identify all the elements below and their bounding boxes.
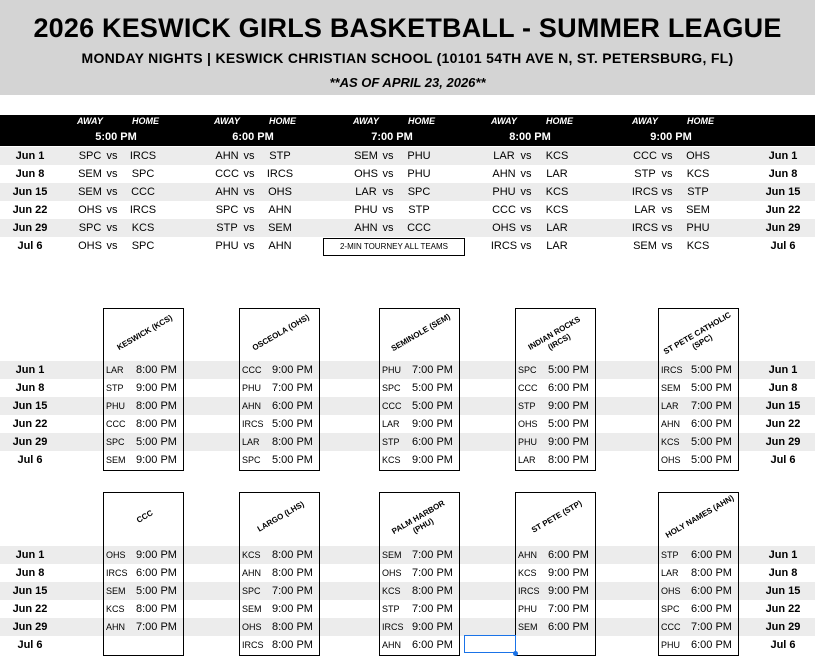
opponent[interactable]: IRCS: [242, 419, 264, 429]
game-time[interactable]: 5:00 PM: [136, 585, 177, 597]
home-label: HOME: [408, 116, 435, 126]
row-date-right: Jul 6: [770, 454, 796, 466]
home-team[interactable]: KCS: [131, 222, 155, 234]
opponent[interactable]: LAR: [661, 568, 679, 578]
opponent[interactable]: PHU: [382, 365, 402, 375]
row-date-right: Jun 29: [765, 436, 801, 448]
team-name: KESWICK (KCS): [115, 313, 174, 353]
row-date: Jun 29: [12, 222, 48, 234]
away-team[interactable]: CCC: [492, 204, 516, 216]
game-time[interactable]: 5:00 PM: [691, 454, 732, 466]
row-date: Jun 15: [12, 585, 48, 597]
row-date-right: Jul 6: [770, 240, 796, 252]
opponent[interactable]: AHN: [518, 550, 538, 560]
game-time[interactable]: 8:00 PM: [136, 364, 177, 376]
opponent[interactable]: STP: [382, 437, 400, 447]
row-date: Jul 6: [17, 454, 43, 466]
game-time[interactable]: 6:00 PM: [548, 549, 589, 561]
home-team[interactable]: KCS: [545, 186, 569, 198]
vs-label: vs: [382, 186, 394, 198]
opponent[interactable]: OHS: [242, 622, 262, 632]
team-name: ST PETE (STP): [530, 498, 584, 535]
vs-label: vs: [243, 204, 255, 216]
home-label: HOME: [132, 116, 159, 126]
away-team[interactable]: CCC: [215, 168, 239, 180]
away-team[interactable]: SPC: [215, 204, 239, 216]
opponent[interactable]: AHN: [106, 622, 126, 632]
home-team[interactable]: STP: [687, 186, 709, 198]
row-date-right: Jun 8: [768, 382, 798, 394]
away-team[interactable]: OHS: [78, 240, 102, 252]
home-team[interactable]: OHS: [268, 186, 292, 198]
away-team[interactable]: PHU: [354, 204, 378, 216]
away-team[interactable]: SEM: [354, 150, 378, 162]
row-date: Jun 1: [15, 549, 45, 561]
home-label: HOME: [687, 116, 714, 126]
home-team[interactable]: LAR: [546, 168, 568, 180]
game-time[interactable]: 8:00 PM: [136, 603, 177, 615]
opponent[interactable]: SEM: [661, 383, 681, 393]
game-time[interactable]: 9:00 PM: [136, 454, 177, 466]
row-date: Jul 6: [17, 240, 43, 252]
away-label: AWAY: [491, 116, 517, 126]
game-time[interactable]: 9:00 PM: [272, 603, 313, 615]
game-time[interactable]: 9:00 PM: [136, 549, 177, 561]
opponent[interactable]: KCS: [518, 568, 537, 578]
game-time[interactable]: 8:00 PM: [136, 400, 177, 412]
game-time[interactable]: 5:00 PM: [272, 418, 313, 430]
opponent[interactable]: LAR: [106, 365, 124, 375]
game-time[interactable]: 6:00 PM: [691, 639, 732, 651]
row-date-right: Jun 22: [765, 418, 801, 430]
row-date-right: Jun 15: [765, 186, 801, 198]
game-time[interactable]: 6:00 PM: [412, 436, 453, 448]
away-team[interactable]: SEM: [78, 186, 102, 198]
opponent[interactable]: SEM: [518, 622, 538, 632]
game-time[interactable]: 6:00 PM: [548, 621, 589, 633]
row-date-right: Jun 8: [768, 168, 798, 180]
vs-label: vs: [243, 186, 255, 198]
opponent[interactable]: STP: [382, 604, 400, 614]
as-of-date: **AS OF APRIL 23, 2026**: [329, 75, 486, 90]
away-team[interactable]: SEM: [78, 168, 102, 180]
row-date-right: Jun 1: [768, 150, 798, 162]
away-team[interactable]: AHN: [215, 186, 239, 198]
fill-handle[interactable]: [513, 651, 518, 656]
home-team[interactable]: PHU: [407, 168, 431, 180]
opponent[interactable]: SEM: [106, 455, 126, 465]
away-label: AWAY: [214, 116, 240, 126]
row-date: Jun 22: [12, 204, 48, 216]
opponent[interactable]: LAR: [382, 419, 400, 429]
opponent[interactable]: IRCS: [661, 365, 683, 375]
game-time[interactable]: 5:00 PM: [691, 436, 732, 448]
opponent[interactable]: SPC: [242, 586, 261, 596]
game-time[interactable]: 6:00 PM: [548, 382, 589, 394]
opponent[interactable]: SEM: [382, 550, 402, 560]
row-date: Jun 8: [15, 382, 45, 394]
opponent[interactable]: AHN: [661, 419, 681, 429]
home-team[interactable]: CCC: [131, 186, 155, 198]
home-team[interactable]: CCC: [407, 222, 431, 234]
vs-label: vs: [382, 150, 394, 162]
row-date: Jun 22: [12, 603, 48, 615]
opponent[interactable]: SPC: [518, 365, 537, 375]
away-label: AWAY: [353, 116, 379, 126]
opponent[interactable]: CCC: [382, 401, 402, 411]
vs-label: vs: [106, 150, 118, 162]
home-team[interactable]: AHN: [268, 240, 292, 252]
opponent[interactable]: IRCS: [106, 568, 128, 578]
game-time[interactable]: 6:00 PM: [412, 639, 453, 651]
row-date: Jun 15: [12, 400, 48, 412]
opponent[interactable]: OHS: [382, 568, 402, 578]
away-team[interactable]: LAR: [493, 150, 515, 162]
home-team[interactable]: IRCS: [129, 150, 157, 162]
opponent[interactable]: KCS: [382, 586, 401, 596]
opponent[interactable]: SPC: [242, 455, 261, 465]
vs-label: vs: [243, 150, 255, 162]
home-team[interactable]: LAR: [546, 222, 568, 234]
vs-label: vs: [520, 168, 532, 180]
opponent[interactable]: PHU: [106, 401, 126, 411]
opponent[interactable]: CCC: [661, 622, 681, 632]
team-name: OSCEOLA (OHS): [250, 312, 311, 353]
home-team[interactable]: IRCS: [129, 204, 157, 216]
opponent[interactable]: SPC: [661, 604, 680, 614]
team-name: HOLY NAMES (AHN): [664, 493, 736, 540]
home-team[interactable]: PHU: [686, 222, 710, 234]
game-time[interactable]: 9:00 PM: [136, 382, 177, 394]
away-team[interactable]: AHN: [492, 168, 516, 180]
game-time[interactable]: 5:00 PM: [412, 382, 453, 394]
vs-label: vs: [106, 240, 118, 252]
away-team[interactable]: PHU: [215, 240, 239, 252]
game-time[interactable]: 7:00 PM: [691, 621, 732, 633]
opponent[interactable]: LAR: [661, 401, 679, 411]
game-time[interactable]: 6:00 PM: [136, 567, 177, 579]
opponent[interactable]: KCS: [382, 455, 401, 465]
game-time[interactable]: 9:00 PM: [548, 567, 589, 579]
row-date-right: Jun 15: [765, 585, 801, 597]
opponent[interactable]: SPC: [106, 437, 125, 447]
slot-time: 8:00 PM: [509, 131, 551, 143]
away-team[interactable]: SPC: [78, 222, 102, 234]
row-date: Jun 8: [15, 168, 45, 180]
game-time[interactable]: 6:00 PM: [691, 603, 732, 615]
home-team[interactable]: OHS: [686, 150, 710, 162]
vs-label: vs: [106, 204, 118, 216]
vs-label: vs: [520, 186, 532, 198]
away-team[interactable]: OHS: [78, 204, 102, 216]
away-label: AWAY: [77, 116, 103, 126]
opponent[interactable]: CCC: [242, 365, 262, 375]
home-team[interactable]: KCS: [686, 168, 710, 180]
vs-label: vs: [520, 240, 532, 252]
vs-label: vs: [661, 150, 673, 162]
game-time[interactable]: 7:00 PM: [691, 400, 732, 412]
row-date: Jun 15: [12, 186, 48, 198]
page-subtitle: MONDAY NIGHTS | KESWICK CHRISTIAN SCHOOL (10101 54TH AVE N, ST. PETERSBURG, FL): [81, 50, 734, 66]
row-date: Jun 29: [12, 436, 48, 448]
home-label: HOME: [269, 116, 296, 126]
away-team[interactable]: OHS: [354, 168, 378, 180]
opponent[interactable]: IRCS: [518, 586, 540, 596]
away-label: AWAY: [632, 116, 658, 126]
game-time[interactable]: 8:00 PM: [548, 454, 589, 466]
row-date: Jun 8: [15, 567, 45, 579]
vs-label: vs: [661, 240, 673, 252]
row-date-right: Jun 15: [765, 400, 801, 412]
row-date-right: Jun 22: [765, 603, 801, 615]
opponent[interactable]: OHS: [661, 455, 681, 465]
home-team[interactable]: KCS: [686, 240, 710, 252]
game-time[interactable]: 5:00 PM: [548, 364, 589, 376]
game-time[interactable]: 8:00 PM: [272, 567, 313, 579]
home-team[interactable]: SEM: [686, 204, 710, 216]
game-time[interactable]: 9:00 PM: [548, 436, 589, 448]
opponent[interactable]: PHU: [242, 383, 262, 393]
opponent[interactable]: OHS: [106, 550, 126, 560]
team-name: LARGO (LHS): [255, 499, 306, 534]
game-time[interactable]: 7:00 PM: [412, 364, 453, 376]
opponent[interactable]: PHU: [518, 437, 538, 447]
game-time[interactable]: 5:00 PM: [691, 364, 732, 376]
game-time[interactable]: 8:00 PM: [272, 549, 313, 561]
vs-label: vs: [520, 222, 532, 234]
home-team[interactable]: AHN: [268, 204, 292, 216]
game-time[interactable]: 8:00 PM: [272, 621, 313, 633]
game-time[interactable]: 6:00 PM: [691, 549, 732, 561]
vs-label: vs: [106, 222, 118, 234]
vs-label: vs: [661, 222, 673, 234]
opponent[interactable]: LAR: [518, 455, 536, 465]
game-time[interactable]: 7:00 PM: [412, 549, 453, 561]
game-time[interactable]: 8:00 PM: [412, 585, 453, 597]
team-name: INDIAN ROCKS (IRCS): [526, 314, 582, 352]
row-date: Jun 29: [12, 621, 48, 633]
opponent[interactable]: STP: [661, 550, 679, 560]
opponent[interactable]: IRCS: [242, 640, 264, 650]
game-time[interactable]: 7:00 PM: [548, 603, 589, 615]
away-team[interactable]: AHN: [215, 150, 239, 162]
game-time[interactable]: 5:00 PM: [272, 454, 313, 466]
game-time[interactable]: 5:00 PM: [136, 436, 177, 448]
vs-label: vs: [382, 168, 394, 180]
away-team[interactable]: SEM: [633, 240, 657, 252]
row-date-right: Jun 22: [765, 204, 801, 216]
vs-label: vs: [243, 240, 255, 252]
vs-label: vs: [106, 168, 118, 180]
vs-label: vs: [382, 204, 394, 216]
opponent[interactable]: AHN: [242, 401, 262, 411]
home-team[interactable]: SPC: [131, 168, 155, 180]
game-time[interactable]: 8:00 PM: [136, 418, 177, 430]
slot-time: 6:00 PM: [232, 131, 274, 143]
away-team[interactable]: IRCS: [490, 240, 518, 252]
opponent[interactable]: LAR: [242, 437, 260, 447]
vs-label: vs: [661, 204, 673, 216]
game-time[interactable]: 5:00 PM: [412, 400, 453, 412]
game-time[interactable]: 7:00 PM: [272, 382, 313, 394]
away-team[interactable]: CCC: [633, 150, 657, 162]
page-title: 2026 KESWICK GIRLS BASKETBALL - SUMMER LEAGUE: [33, 13, 782, 43]
home-team[interactable]: STP: [269, 150, 291, 162]
away-team[interactable]: IRCS: [631, 186, 659, 198]
home-team[interactable]: IRCS: [266, 168, 294, 180]
team-name: SEMINOLE (SEM): [389, 312, 452, 354]
vs-label: vs: [661, 186, 673, 198]
row-date: Jun 1: [15, 150, 45, 162]
away-team[interactable]: STP: [216, 222, 238, 234]
opponent[interactable]: AHN: [242, 568, 262, 578]
opponent[interactable]: CCC: [106, 419, 126, 429]
away-team[interactable]: PHU: [492, 186, 516, 198]
opponent[interactable]: STP: [518, 401, 536, 411]
home-team[interactable]: SPC: [407, 186, 431, 198]
team-name: PALM HARBOR (PHU): [390, 498, 447, 536]
opponent[interactable]: PHU: [661, 640, 681, 650]
cell-selection[interactable]: [464, 635, 516, 653]
row-date: Jul 6: [17, 639, 43, 651]
vs-label: vs: [661, 168, 673, 180]
row-date: Jun 22: [12, 418, 48, 430]
game-time[interactable]: 8:00 PM: [272, 639, 313, 651]
tourney-note[interactable]: 2-MIN TOURNEY ALL TEAMS: [323, 238, 465, 256]
game-time[interactable]: 8:00 PM: [691, 567, 732, 579]
vs-label: vs: [243, 222, 255, 234]
team-name: ST PETE CATHOLIC (SPC): [661, 310, 733, 357]
home-team[interactable]: KCS: [545, 204, 569, 216]
game-time[interactable]: 7:00 PM: [272, 585, 313, 597]
away-team[interactable]: LAR: [355, 186, 377, 198]
home-team[interactable]: SEM: [268, 222, 292, 234]
home-team[interactable]: KCS: [545, 150, 569, 162]
opponent[interactable]: SEM: [106, 586, 126, 596]
away-team[interactable]: AHN: [354, 222, 378, 234]
opponent[interactable]: OHS: [661, 586, 681, 596]
home-label: HOME: [546, 116, 573, 126]
game-time[interactable]: 9:00 PM: [412, 418, 453, 430]
home-team[interactable]: PHU: [407, 150, 431, 162]
game-time[interactable]: 9:00 PM: [548, 400, 589, 412]
game-time[interactable]: 6:00 PM: [691, 585, 732, 597]
vs-label: vs: [520, 204, 532, 216]
row-date-right: Jun 29: [765, 621, 801, 633]
away-team[interactable]: STP: [634, 168, 656, 180]
team-name: CCC: [134, 508, 155, 525]
slot-time: 7:00 PM: [371, 131, 413, 143]
row-date-right: Jun 29: [765, 222, 801, 234]
row-date: Jun 1: [15, 364, 45, 376]
opponent[interactable]: PHU: [518, 604, 538, 614]
home-team[interactable]: STP: [408, 204, 430, 216]
vs-label: vs: [520, 150, 532, 162]
game-time[interactable]: 6:00 PM: [691, 418, 732, 430]
away-team[interactable]: LAR: [634, 204, 656, 216]
slot-time: 9:00 PM: [650, 131, 692, 143]
game-time[interactable]: 9:00 PM: [412, 454, 453, 466]
opponent[interactable]: KCS: [106, 604, 125, 614]
slot-time: 5:00 PM: [95, 131, 137, 143]
vs-label: vs: [106, 186, 118, 198]
opponent[interactable]: AHN: [382, 640, 402, 650]
game-time[interactable]: 7:00 PM: [412, 603, 453, 615]
game-time[interactable]: 9:00 PM: [548, 585, 589, 597]
row-date-right: Jun 8: [768, 567, 798, 579]
row-date-right: Jun 1: [768, 364, 798, 376]
home-team[interactable]: SPC: [131, 240, 155, 252]
opponent[interactable]: KCS: [661, 437, 680, 447]
opponent[interactable]: SPC: [382, 383, 401, 393]
game-time[interactable]: 6:00 PM: [272, 400, 313, 412]
opponent[interactable]: STP: [106, 383, 124, 393]
opponent[interactable]: CCC: [518, 383, 538, 393]
away-team[interactable]: OHS: [492, 222, 516, 234]
game-time[interactable]: 7:00 PM: [136, 621, 177, 633]
opponent[interactable]: KCS: [242, 550, 261, 560]
game-time[interactable]: 7:00 PM: [412, 567, 453, 579]
game-time[interactable]: 5:00 PM: [691, 382, 732, 394]
vs-label: vs: [382, 222, 394, 234]
row-date-right: Jun 1: [768, 549, 798, 561]
opponent[interactable]: SEM: [242, 604, 262, 614]
vs-label: vs: [243, 168, 255, 180]
row-date-right: Jul 6: [770, 639, 796, 651]
opponent[interactable]: OHS: [518, 419, 538, 429]
away-team[interactable]: SPC: [78, 150, 102, 162]
game-time[interactable]: 9:00 PM: [412, 621, 453, 633]
opponent[interactable]: IRCS: [382, 622, 404, 632]
away-team[interactable]: IRCS: [631, 222, 659, 234]
home-team[interactable]: LAR: [546, 240, 568, 252]
game-time[interactable]: 8:00 PM: [272, 436, 313, 448]
game-time[interactable]: 9:00 PM: [272, 364, 313, 376]
game-time[interactable]: 5:00 PM: [548, 418, 589, 430]
